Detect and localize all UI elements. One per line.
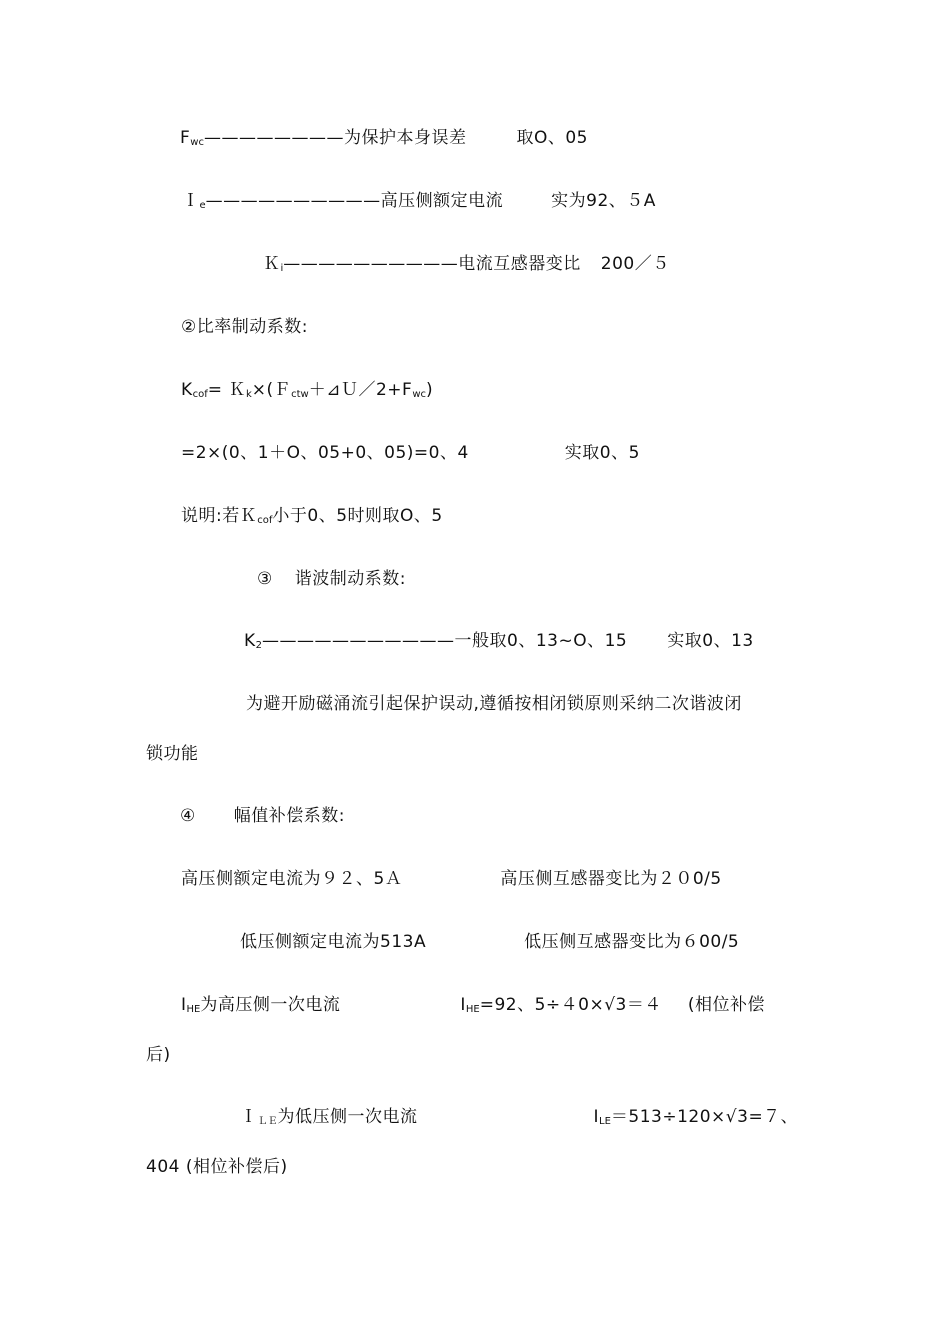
heading-text: 幅值补偿系数: xyxy=(233,806,345,826)
number-marker: ③ xyxy=(257,569,273,589)
kcof-formula xyxy=(181,379,433,406)
subscript: HE xyxy=(186,1004,201,1015)
calculation: =92、5÷４0×√3＝４ xyxy=(479,995,662,1015)
subscript: LE xyxy=(599,1116,611,1127)
definition: ———————————一般取0、13~O、15 xyxy=(262,631,628,651)
ie-line xyxy=(182,190,656,217)
formula-part: ) xyxy=(426,380,434,400)
note-text: (相位补偿 xyxy=(687,995,766,1015)
paragraph-text: 锁功能 xyxy=(146,744,199,764)
harmonic-heading xyxy=(257,568,406,590)
definition: ————————为保护本身误差 xyxy=(203,128,467,148)
ile-continuation xyxy=(146,1156,288,1178)
subscript: k xyxy=(245,389,252,400)
ihe-line xyxy=(181,994,765,1021)
subscript: e xyxy=(199,200,206,211)
number-marker: ④ xyxy=(180,806,196,826)
note-text: 小于0、5时则取O、5 xyxy=(272,506,443,526)
k2-line xyxy=(244,630,754,657)
low-side-line xyxy=(240,931,739,953)
subscript: ctw xyxy=(291,389,309,400)
ki-line xyxy=(263,253,670,280)
value: 实为92、５A xyxy=(551,191,656,211)
formula-part: ＋⊿Ｕ／2+F xyxy=(308,380,413,400)
value: 实取0、13 xyxy=(667,631,754,651)
definition: ——————————电流互感器变比 xyxy=(283,254,581,274)
kcof-result xyxy=(181,442,640,464)
formula-part: = Ｋ xyxy=(207,380,246,400)
note-text: 后) xyxy=(146,1045,171,1065)
note-line xyxy=(181,505,443,532)
calculation: ＝513÷120×√3=７、 xyxy=(610,1107,799,1127)
note-text: 说明:若Ｋ xyxy=(181,506,258,526)
symbol-f: F xyxy=(180,128,191,148)
subscript: cof xyxy=(257,515,273,526)
rated-current: 高压侧额定电流为９２、5Ａ xyxy=(181,869,403,889)
subscript: i xyxy=(280,263,284,274)
definition: 为高压侧一次电流 xyxy=(200,995,341,1015)
ile-line xyxy=(240,1106,798,1133)
symbol-i: Ｉ xyxy=(182,191,200,211)
calculation: =2×(0、1＋O、05+0、05)=0、4 xyxy=(181,443,469,463)
paragraph-continuation xyxy=(146,743,199,765)
subscript: wc xyxy=(412,389,427,400)
symbol-i: I xyxy=(460,995,466,1015)
subscript: wc xyxy=(190,137,204,148)
value: 200／５ xyxy=(600,254,670,274)
paragraph-text: 为避开励磁涌流引起保护误动,遵循按相闭锁原则采纳二次谐波闭 xyxy=(246,694,742,714)
subscript: 2 xyxy=(255,640,263,651)
heading-text: ②比率制动系数: xyxy=(181,317,308,337)
symbol-k: Ｋ xyxy=(263,254,281,274)
ratio-heading xyxy=(181,316,308,338)
subscript: cof xyxy=(192,389,208,400)
symbol-i: I xyxy=(181,995,187,1015)
heading-text: 谐波制动系数: xyxy=(294,569,406,589)
definition: ——————————高压侧额定电流 xyxy=(205,191,504,211)
symbol-i: I xyxy=(593,1107,600,1127)
fwc-line xyxy=(180,127,588,154)
value: 实取0、5 xyxy=(564,443,640,463)
value: 取O、05 xyxy=(516,128,588,148)
formula-part: ×(Ｆ xyxy=(251,380,292,400)
ct-ratio: 低压侧互感器变比为６00/5 xyxy=(524,932,740,952)
symbol-k: K xyxy=(181,380,193,400)
symbol-i: Ｉ xyxy=(240,1107,258,1127)
high-side-line xyxy=(181,868,722,890)
ct-ratio: 高压侧互感器变比为２０0/5 xyxy=(500,869,722,889)
amplitude-heading xyxy=(180,805,345,827)
rated-current: 低压侧额定电流为513A xyxy=(240,932,427,952)
definition: 为低压侧一次电流 xyxy=(277,1107,418,1127)
note-text: 404 (相位补偿后) xyxy=(146,1157,288,1177)
subscript: HE xyxy=(465,1004,480,1015)
ihe-continuation xyxy=(146,1044,171,1066)
paragraph-line xyxy=(246,693,742,715)
subscript: ＬＥ xyxy=(257,1116,278,1127)
symbol-k: K xyxy=(244,631,256,651)
